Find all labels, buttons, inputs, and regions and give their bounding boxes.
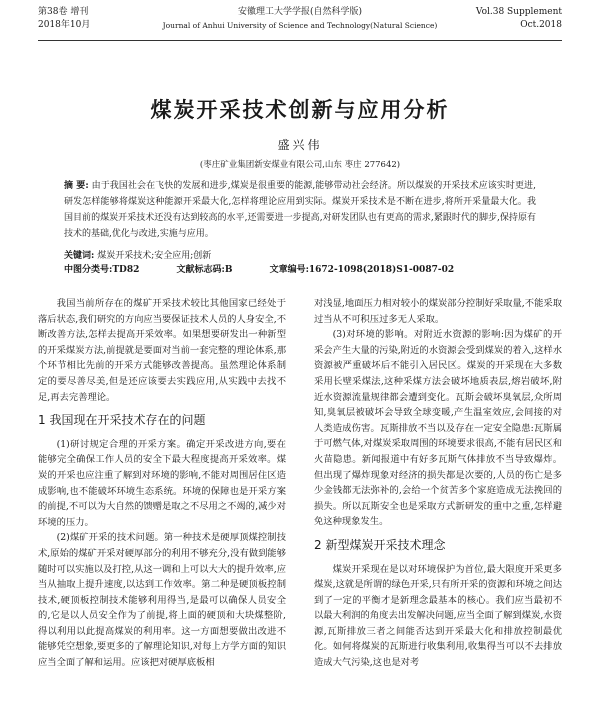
keywords-text: 煤炭开采技术;安全应用;创新 [97, 251, 212, 261]
header-date-cn: 2018年10月 [38, 20, 91, 30]
header-vol-supplement: Vol.38 Supplement [475, 7, 562, 17]
keywords-label: 关键词: [64, 251, 95, 261]
header-journal-en: Journal of Anhui University of Science and Technology(Natural Science) [162, 21, 438, 30]
header-date-en: Oct.2018 [520, 20, 562, 30]
section-1-paragraph-3: (3)对环境的影响。对附近水资源的影响:因为煤矿的开采会产生大量的污染,附近的水资源会受到煤炭的着入,这样水资源被严重破坏后不能引入居民区。煤炭的开采现在大多数采用长壁采煤法,这种采煤方法会破坏地质表层,熔岩破坏,附近水资源流量规律都会遭到变化。瓦斯会破坏臭氧层,众所周知,臭氧层被破坏会导致全球变暖,产生温室效应,会间接的对人类造成伤害。瓦斯排放不当以及存在一定安全隐患:瓦斯属于可燃气体,对煤炭采取周围的环境要求很高,不能有居民区和火苗隐患。新闻报道中有好多瓦斯气体排放不当导致爆炸。但出现了爆炸现象对经济的损失都是次要的,人员的伤亡是多少金钱都无法弥补的,会给一个贫苦多个家庭造成无法挽回的损失。所以瓦斯安全也是采取方式新研发的重中之重,怎样避免这种现象发生。 [314, 329, 562, 528]
right-column [314, 296, 562, 671]
running-header [38, 6, 562, 40]
header-journal-cn: 安徽理工大学学报(自然科学版) [237, 7, 363, 17]
article-author: 盛兴伟 [277, 138, 323, 152]
keywords [64, 250, 536, 263]
section-1-paragraph-1: (1)研讨规定合理的开采方案。确定开采改进方向,要在能够完全确保工作人员的安全下最大程度提高开采效率。煤炭的开采也应注重了解到对环境的影响,不能对周围居住区造成影响,也不能破坏环境生态系统。环境的保障也是开采方案的前提,不可以为大自然的馈赠是取之不尽用之不竭的,减少对环境的压力。 [38, 438, 286, 528]
header-volume-en [476, 6, 562, 32]
header-volume-info [38, 6, 90, 32]
article-title: 煤炭开采技术创新与应用分析 [150, 97, 450, 122]
classification-meta [64, 264, 536, 277]
abstract [64, 178, 536, 242]
section-1-paragraph-2: (2)煤矿开采的技术问题。第一种技术是硬厚顶煤控制技术,原始的煤矿开采对硬厚部分的利用不够充分,没有做到能够随时可以实施以及打控,从这一调和上可以大大的提升效率,应当从抽取上提升速度,以达到工作效率。第二种是硬顶板控制技术,硬顶板控制技术能够利用得当,是最可以确保人员安全的,它是以人员安全作为了前提,将上面的硬顶和大块煤整阶,得以利用以此提高煤炭的利用率。这一方面想要做出改进不能够凭空想象,要更多的了解理论知识,对每上方学方面的知识应当全面了解和运用。应该把对硬厚底板相 [38, 532, 286, 669]
document-code: 文献标志码:B [176, 265, 233, 275]
author-affiliation: (枣庄矿业集团新安煤业有限公司,山东 枣庄 277642) [199, 160, 401, 170]
header-divider [38, 40, 562, 41]
abstract-label: 摘 要: [64, 181, 89, 191]
header-volume: 第38卷 增刊 [38, 7, 89, 17]
abstract-text: 由于我国社会在飞快的发展和进步,煤炭是很重要的能源,能够带动社会经济。所以煤炭的开采技术应该实时更进,研发怎样能够将煤炭这种能源开采最大化,怎样将理论应用到实际。煤炭开采技术是不断在进步,将所开采量最大化。我国目前的煤炭开采技术还没有达到较高的水平,还需要进一步提高,对研发团队也有更高的需求,紧跟时代的脚步,保持原有技术的基础,优化与改进,实施与应用。 [64, 181, 536, 239]
section-2-heading: 2 新型煤炭开采技术理念 [314, 537, 446, 552]
header-journal [148, 6, 452, 32]
intro-paragraph: 我国当前所存在的煤矿开采技术较比其他国家已经处于落后状态,我们研究的方向应当要保证技术人员的人身安全,不断改善方法,怎样去提高开采效率。如果想要研发出一种新型的开采煤炭方法,前提就是要面对当前一套完整的理论体系,那个环节相比先前的开采方式能够改善提高。虽然理论体系制定的要尽善尽美,但是还应该要去实践应用,从实践中去找不足,再去完善理论。 [38, 298, 286, 403]
article-number: 文章编号:1672-1098(2018)S1-0087-02 [269, 265, 455, 275]
section-2-paragraph-1: 煤炭开采现在是以对环境保护为首位,最大限度开采更多煤炭,这就是所谓的绿色开采,只有所开采的资源和环境之间达到了一定的平衡才是新理念最基本的核心。我们应当最初不以最大利润的角度去出发解决问题,应当全面了解到煤炭,水资源,瓦斯排放三者之间能否达到开采最大化和排放控制最优化。如何将煤炭的瓦斯进行收集利用,收集得当可以不去排放造成大气污染,这也是对考 [314, 563, 562, 669]
continued-paragraph: 对浅显,地面压力相对较小的煤炭部分控制好采取量,不能采取过当从不可积压过多无人采取。 [314, 298, 562, 325]
left-column [38, 296, 286, 671]
clc-number: 中图分类号:TD82 [64, 265, 140, 275]
section-1-heading: 1 我国现在开采技术存在的问题 [38, 413, 206, 428]
